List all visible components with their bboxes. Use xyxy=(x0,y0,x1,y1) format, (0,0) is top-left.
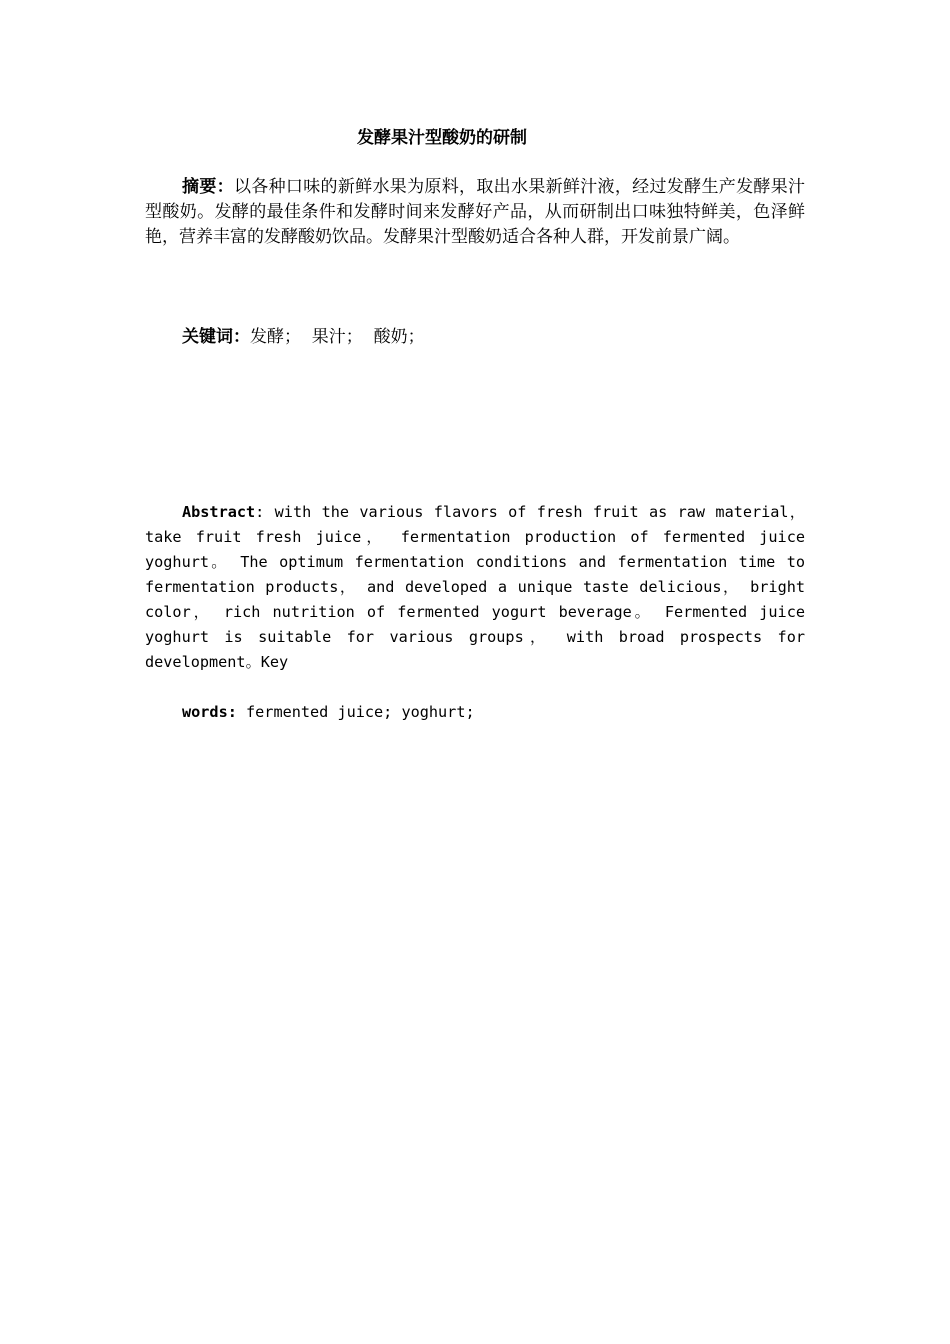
english-keywords xyxy=(182,700,802,725)
english-abstract xyxy=(145,500,805,675)
english-keywords-label: words: xyxy=(182,703,237,721)
english-abstract-label: Abstract xyxy=(182,503,256,521)
chinese-keywords-text: 发酵； 果汁； 酸奶； xyxy=(250,327,425,347)
chinese-abstract xyxy=(145,175,805,250)
chinese-keywords-label: 关键词： xyxy=(182,327,250,347)
chinese-keywords xyxy=(182,325,802,350)
chinese-abstract-text: 以各种口味的新鲜水果为原料，取出水果新鲜汁液，经过发酵生产发酵果汁型酸奶。发酵的最佳条件和发酵时间来发酵好产品，从而研制出口味独特鲜美，色泽鲜艳，营养丰富的发酵酸奶饮品。发酵果汁型酸奶适合各种人群，开发前景广阔。 xyxy=(145,177,806,247)
chinese-abstract-label: 摘要： xyxy=(182,177,234,197)
paper-title: 发酵果汁型酸奶的研制 xyxy=(357,128,527,148)
english-keywords-text: fermented juice; yoghurt; xyxy=(236,703,475,721)
english-abstract-text: : with the various flavors of fresh fruit as raw material， take fruit fresh juice， fermentation production of fermented juice yoghurt。 The optimum fermentation conditions and fermentation time to fermentation products， and developed a unique taste delicious， bright color， rich nutrition of fermented yogurt beverage。 Fermented juice yoghurt is suitable for various groups， with broad prospects for development。Key xyxy=(145,503,805,671)
